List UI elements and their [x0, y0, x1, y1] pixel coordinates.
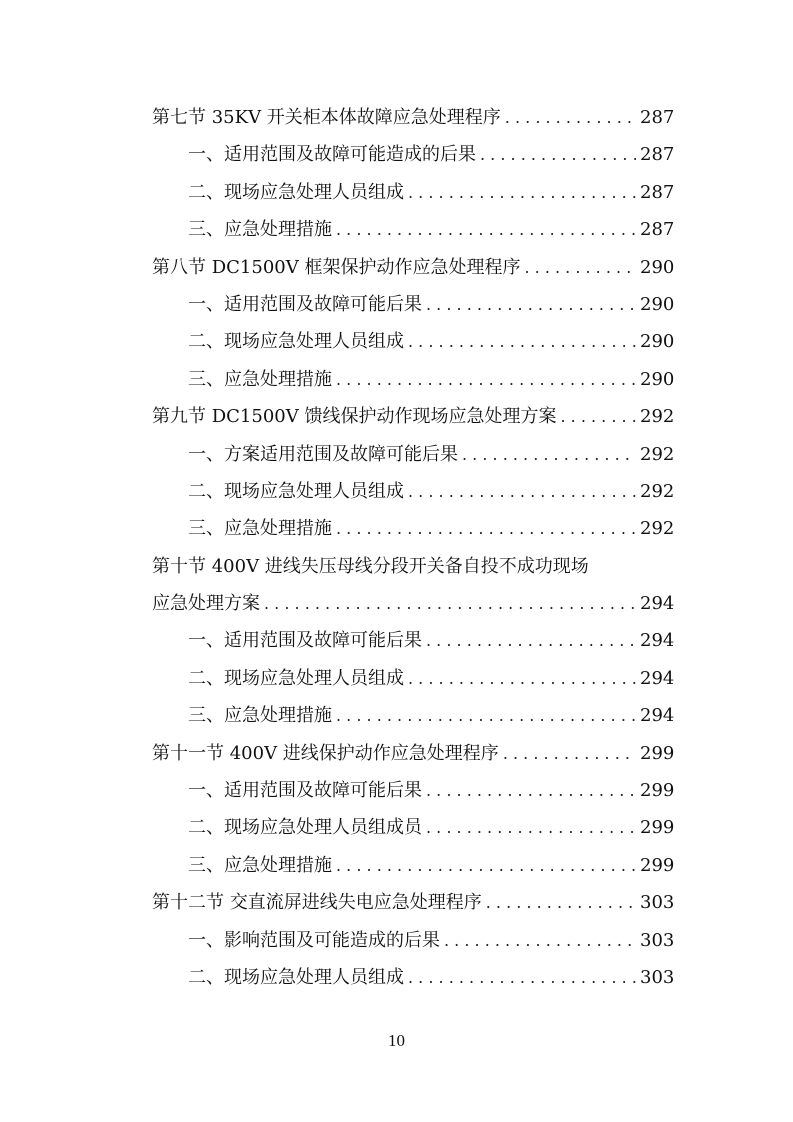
dot-leader: [505, 99, 636, 136]
toc-entry-subsection[interactable]: [152, 174, 674, 211]
toc-entry-label: 一、适用范围及故障可能后果: [188, 780, 422, 802]
toc-entry-label: 二、现场应急处理人员组成: [188, 966, 404, 988]
toc-entry-subsection[interactable]: [152, 772, 674, 809]
toc-entry-page: 294: [640, 630, 675, 652]
toc-entry-page: 299: [640, 780, 675, 802]
toc-entry-subsection[interactable]: [152, 847, 674, 884]
toc-entry-page: 292: [640, 518, 675, 540]
dot-leader: [503, 735, 636, 772]
toc-entry-page: 303: [640, 929, 675, 951]
toc-entry-label: 二、现场应急处理人员组成: [188, 181, 404, 203]
toc-entry-page: 287: [640, 181, 675, 203]
toc-entry-section[interactable]: [152, 398, 674, 435]
toc-entry-page: 294: [640, 593, 675, 615]
toc-entry-page: 299: [640, 742, 675, 764]
toc-entry-label: 三、应急处理措施: [188, 518, 332, 540]
toc-entry-label: 一、适用范围及故障可能造成的后果: [188, 144, 476, 166]
toc-entry-subsection[interactable]: [152, 211, 674, 248]
toc-entry-page: 287: [640, 144, 675, 166]
toc-entry-label: 第九节 DC1500V 馈线保护动作现场应急处理方案: [152, 406, 557, 428]
toc-entry-subsection[interactable]: [152, 361, 674, 398]
toc-entry-subsection[interactable]: [152, 136, 674, 173]
toc-entry-section-continuation[interactable]: [152, 585, 674, 622]
toc-entry-page: 303: [640, 966, 675, 988]
page-number: 10: [388, 1031, 405, 1050]
toc-entry-subsection[interactable]: [152, 959, 674, 996]
toc-entry-label: 第十节 400V 进线失压母线分段开关备自投不成功现场: [152, 555, 589, 577]
toc-entry-subsection[interactable]: [152, 323, 674, 360]
toc-entry-page: 287: [640, 107, 675, 128]
toc-entry-page: 299: [640, 854, 675, 876]
toc-entry-section[interactable]: [152, 249, 674, 286]
toc-entry-page: 299: [640, 817, 675, 839]
toc-entry-subsection[interactable]: [152, 622, 674, 659]
dot-leader: [426, 286, 636, 323]
toc-entry-section[interactable]: [152, 735, 674, 772]
dot-leader: [336, 847, 636, 884]
toc-entry-label: 二、现场应急处理人员组成: [188, 667, 404, 689]
toc-entry-label: 一、适用范围及故障可能后果: [188, 293, 422, 315]
toc-entry-subsection[interactable]: [152, 436, 674, 473]
toc-entry-label: 三、应急处理措施: [188, 219, 332, 241]
toc-entry-section[interactable]: [152, 99, 674, 136]
toc-entry-label: 三、应急处理措施: [188, 854, 332, 876]
dot-leader: [336, 697, 636, 734]
dot-leader: [426, 772, 636, 809]
dot-leader: [336, 510, 636, 547]
toc-entry-label: 二、现场应急处理人员组成: [188, 480, 404, 502]
dot-leader: [408, 959, 636, 996]
toc-entry-page: 290: [640, 368, 675, 390]
toc-entry-label: 第十二节 交直流屏进线失电应急处理程序: [152, 892, 482, 914]
toc-entry-label: 二、现场应急处理人员组成员: [188, 817, 422, 839]
toc-entry-subsection[interactable]: [152, 660, 674, 697]
toc-entry-subsection[interactable]: [152, 510, 674, 547]
dot-leader: [444, 922, 636, 959]
toc-entry-label: 第十一节 400V 进线保护动作应急处理程序: [152, 742, 499, 764]
toc-entry-label: 三、应急处理措施: [188, 368, 332, 390]
dot-leader: [264, 585, 636, 622]
dot-leader: [480, 136, 636, 173]
toc-entry-page: 294: [640, 705, 675, 727]
toc-entry-page: 303: [640, 892, 675, 914]
dot-leader: [524, 249, 636, 286]
toc-entry-page: 287: [640, 219, 675, 241]
dot-leader: [408, 323, 636, 360]
toc-entry-page: 292: [640, 480, 675, 502]
toc-entry-label: 一、适用范围及故障可能后果: [188, 630, 422, 652]
toc-entry-subsection[interactable]: [152, 473, 674, 510]
toc-entry-page: 294: [640, 667, 675, 689]
toc-entry-subsection[interactable]: [152, 922, 674, 959]
dot-leader: [336, 211, 636, 248]
toc-entry-label: 第七节 35KV 开关柜本体故障应急处理程序: [152, 107, 501, 128]
toc-entry-page: 290: [640, 331, 675, 353]
toc-entry-label: 第八节 DC1500V 框架保护动作应急处理程序: [152, 256, 521, 278]
toc-entry-label: 一、影响范围及可能造成的后果: [188, 929, 440, 951]
toc-entry-label: 一、方案适用范围及故障可能后果: [188, 443, 458, 465]
dot-leader: [486, 884, 636, 921]
dot-leader: [408, 660, 636, 697]
dot-leader: [408, 473, 636, 510]
dot-leader: [560, 398, 636, 435]
dot-leader: [426, 809, 636, 846]
toc-entry-page: 290: [640, 293, 675, 315]
toc-entry-page: 292: [640, 443, 675, 465]
toc-entry-label: 二、现场应急处理人员组成: [188, 331, 404, 353]
toc-entry-page: 292: [640, 406, 675, 428]
toc-entry-subsection[interactable]: [152, 809, 674, 846]
toc-entry-label: 三、应急处理措施: [188, 705, 332, 727]
dot-leader: [462, 436, 636, 473]
toc-entry-label: 应急处理方案: [152, 593, 260, 615]
toc-entry-section[interactable]: [152, 548, 674, 585]
toc-entry-page: 290: [640, 256, 675, 278]
table-of-contents: [152, 99, 674, 996]
dot-leader: [408, 174, 636, 211]
toc-entry-section[interactable]: [152, 884, 674, 921]
dot-leader: [426, 622, 636, 659]
toc-entry-subsection[interactable]: [152, 697, 674, 734]
toc-entry-subsection[interactable]: [152, 286, 674, 323]
dot-leader: [336, 361, 636, 398]
